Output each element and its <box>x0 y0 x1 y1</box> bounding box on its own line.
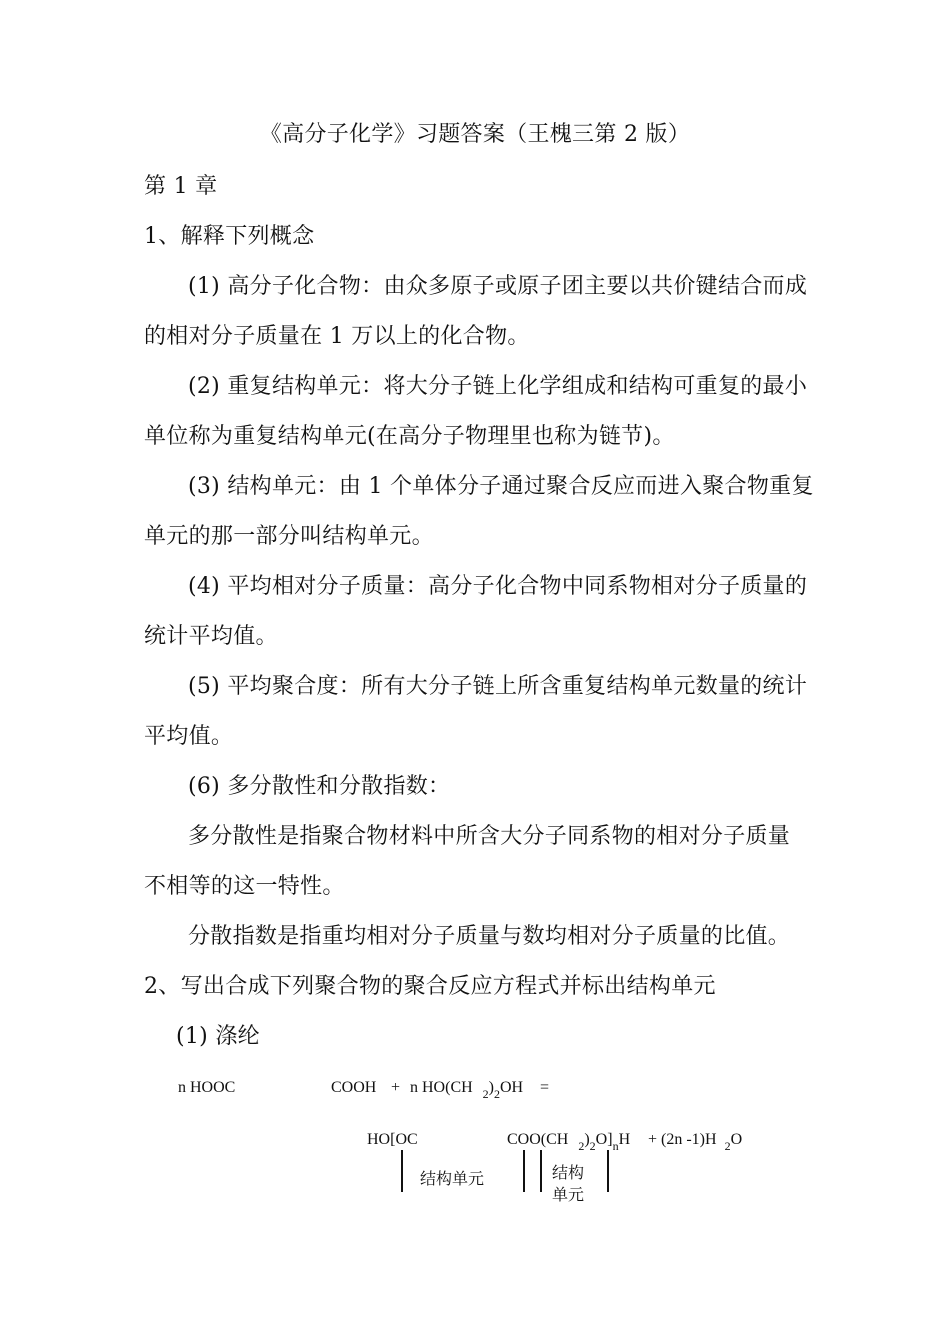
chapter-heading: 第 1 章 <box>144 174 218 199</box>
dispersity-para2: 分散指数是指重均相对分子质量与数均相对分子质量的比值。 <box>188 924 791 949</box>
polymer-1-label: (1) 涤纶 <box>176 1024 260 1049</box>
equals-sign: = <box>540 1079 550 1096</box>
concept-4-line2: 统计平均值。 <box>144 624 278 649</box>
structure-unit-divider-4 <box>607 1150 609 1192</box>
document-title: 《高分子化学》习题答案（王槐三第 2 版） <box>259 122 691 147</box>
structure-unit-label-2-line1: 结构 <box>552 1163 585 1182</box>
reactant-terephthalic-acid-suffix: COOH <box>331 1079 377 1096</box>
concept-2-line1: (2) 重复结构单元：将大分子链上化学组成和结构可重复的最小 <box>188 374 808 399</box>
product-prefix: HO[OC <box>367 1131 418 1148</box>
concept-4-line1: (4) 平均相对分子质量：高分子化合物中同系物相对分子质量的 <box>188 574 808 599</box>
dispersity-para1-line2: 不相等的这一特性。 <box>144 874 345 899</box>
question-2-heading: 2、写出合成下列聚合物的聚合反应方程式并标出结构单元 <box>144 974 716 999</box>
structure-unit-divider-2 <box>523 1150 525 1192</box>
concept-1-line2: 的相对分子质量在 1 万以上的化合物。 <box>144 324 530 349</box>
structure-unit-divider-3 <box>540 1150 542 1192</box>
concept-1-line1: (1) 高分子化合物：由众多原子或原子团主要以共价键结合而成 <box>188 274 808 299</box>
concept-3-line2: 单元的那一部分叫结构单元。 <box>144 524 434 549</box>
water-byproduct: + (2n -1)H $_2$O <box>648 1131 743 1153</box>
structure-unit-divider-1 <box>401 1150 403 1192</box>
concept-5-line2: 平均值。 <box>144 724 234 749</box>
plus-sign: + <box>391 1079 401 1096</box>
concept-5-line1: (5) 平均聚合度：所有大分子链上所含重复结构单元数量的统计 <box>188 674 808 699</box>
product-chain: COO(CH $_2)_2O]_nH$ <box>507 1131 631 1153</box>
concept-3-line1: (3) 结构单元：由 1 个单体分子通过聚合反应而进入聚合物重复 <box>188 474 814 499</box>
concept-2-line2: 单位称为重复结构单元(在高分子物理里也称为链节)。 <box>144 424 675 449</box>
structure-unit-label-2-line2: 单元 <box>552 1185 585 1204</box>
structure-unit-label-1: 结构单元 <box>420 1169 485 1188</box>
concept-6-heading: (6) 多分散性和分散指数： <box>188 774 451 799</box>
question-1-heading: 1、解释下列概念 <box>144 224 315 249</box>
dispersity-para1-line1: 多分散性是指聚合物材料中所含大分子同系物的相对分子质量 <box>188 824 791 849</box>
reactant-terephthalic-acid-prefix: n HOOC <box>178 1079 236 1096</box>
reactant-ethylene-glycol: n HO(CH $_2)_2OH$ <box>410 1079 524 1101</box>
